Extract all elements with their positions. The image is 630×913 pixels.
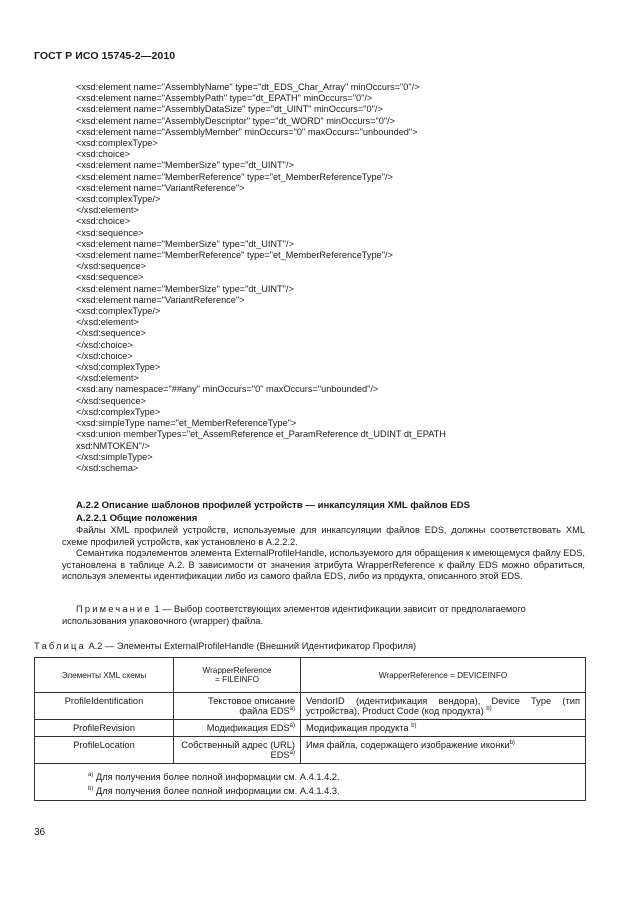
page-header: ГОСТ Р ИСО 15745-2—2010 — [34, 50, 176, 62]
code-line: <xsd:element name="MemberSize" type="dt_UINT"/> — [76, 238, 294, 249]
table-caption-text: А.2 — Элементы ExternalProfileHandle (Внешний Идентификатор Профиля) — [85, 641, 417, 651]
code-line: <xsd:sequence> — [76, 272, 144, 283]
table-row — [35, 693, 586, 720]
code-line: <xsd:element name="MemberReference" type="et_MemberReferenceType"/> — [76, 250, 393, 261]
footnote-b — [40, 783, 580, 797]
cell-fileinfo — [174, 693, 301, 720]
header-fileinfo — [174, 658, 301, 693]
code-line: </xsd:choice> — [76, 350, 133, 361]
footnote-b-text: Для получения более полной информации см. А.4.1.4.3. — [93, 786, 340, 797]
header-xml-elements: Элементы XML схемы — [35, 658, 174, 693]
footnote-mark: a) — [289, 723, 295, 730]
footnote-b-mark: b) — [88, 786, 94, 793]
cell-deviceinfo-text: Имя файла, содержащего изображение иконки — [306, 740, 510, 751]
code-line: <xsd:complexType> — [76, 138, 158, 149]
cell-element: ProfileIdentification — [35, 693, 174, 720]
code-line: xsd:NMTOKEN"/> — [76, 440, 150, 451]
page-number: 36 — [34, 827, 46, 838]
xml-schema-code — [76, 82, 596, 474]
note-text: 1 — Выбор соответствующих элементов идентификации зависит от предполагаемого использования упаковочного (wrapper) файла. — [62, 604, 526, 626]
footnote-a — [40, 769, 580, 783]
cell-deviceinfo-text: Модификация продукта — [306, 723, 409, 734]
code-line: </xsd:simpleType> — [76, 451, 153, 462]
code-line: <xsd:element name="VariantReference"> — [76, 294, 245, 305]
code-line: <xsd:union memberTypes="et_AssemReference et_ParamReference dt_UDINT dt_EPATH — [76, 429, 446, 440]
code-line: <xsd:element name="AssemblyMember" minOccurs="0" maxOccurs="unbounded"> — [76, 126, 418, 137]
footnote-mark: b) — [411, 723, 417, 730]
code-line: <xsd:element name="MemberSize" type="dt_UINT"/> — [76, 283, 294, 294]
code-line: <xsd:choice> — [76, 216, 131, 227]
code-line: <xsd:element name="AssemblyDescriptor" type="dt_WORD" minOccurs="0"/> — [76, 115, 396, 126]
table-a2 — [34, 657, 586, 801]
table-caption-label: Таблица — [34, 641, 86, 651]
paragraph-2: Семантика подэлементов элемента ExternalProfileHandle, используемого для обращения к имеющемуся файлу EDS, установлена в таблице А.2. В зависимости от значения атрибута WrapperReference к файлу EDS можно обратиться, используя элементы идентификации либо из самого файла EDS, либо из продукта, описанного этой EDS. — [62, 548, 585, 582]
footnote-a-text: Для получения более полной информации см. А.4.1.4.2. — [93, 772, 340, 783]
code-line: <xsd:element name="MemberReference" type="et_MemberReferenceType"/> — [76, 171, 393, 182]
cell-fileinfo-text: Текстовое описание файла EDS — [208, 696, 295, 717]
footnote-mark: a) — [289, 750, 295, 757]
code-line: <xsd:sequence> — [76, 227, 144, 238]
code-line: </xsd:sequence> — [76, 328, 146, 339]
code-line: <xsd:choice> — [76, 149, 131, 160]
header-fileinfo-line2: = FILEINFO — [215, 675, 259, 684]
header-deviceinfo: WrapperReference = DEVICEINFO — [301, 658, 586, 693]
code-line: <xsd:complexType/> — [76, 194, 161, 205]
table-row — [35, 737, 586, 764]
code-line: <xsd:element name="AssemblyName" type="dt_EDS_Char_Array" minOccurs="0"/> — [76, 82, 420, 92]
table-footnotes — [35, 764, 586, 801]
code-line: <xsd:element name="MemberSize" type="dt_UINT"/> — [76, 160, 294, 171]
code-line: </xsd:schema> — [76, 462, 139, 473]
subsection-heading: А.2.2.1 Общие положения — [76, 513, 198, 524]
cell-fileinfo — [174, 737, 301, 764]
code-line: </xsd:complexType> — [76, 362, 161, 373]
cell-deviceinfo — [301, 720, 586, 737]
footnote-mark: b) — [509, 740, 515, 747]
table-caption — [34, 641, 416, 651]
code-line: </xsd:complexType> — [76, 406, 161, 417]
cell-fileinfo — [174, 720, 301, 737]
cell-fileinfo-text: Модификация EDS — [206, 723, 290, 734]
code-line: <xsd:element name="AssemblyPath" type="dt_EPATH" minOccurs="0"/> — [76, 93, 373, 104]
cell-deviceinfo — [301, 693, 586, 720]
code-line: </xsd:element> — [76, 373, 139, 384]
section-heading: А.2.2 Описание шаблонов профилей устройств — инкапсуляция XML файлов EDS — [76, 500, 470, 511]
note-1 — [62, 604, 585, 627]
code-line: <xsd:simpleType name="et_MemberReferenceType"> — [76, 418, 297, 429]
code-line: </xsd:element> — [76, 317, 139, 328]
code-line: <xsd:element name="AssemblyDataSize" type="dt_UINT" minOccurs="0"/> — [76, 104, 383, 115]
cell-fileinfo-text: Собственный адрес (URL) EDS — [181, 740, 295, 761]
code-line: </xsd:sequence> — [76, 261, 146, 272]
footnote-a-mark: a) — [88, 772, 94, 779]
table-header-row — [35, 658, 586, 693]
cell-element: ProfileRevision — [35, 720, 174, 737]
cell-deviceinfo-text: VendorID (идентификация вендора), Device Type (тип устройства), Product Code (код продукта) — [306, 696, 580, 717]
paragraph-1: Файлы XML профилей устройств, используемые для инкапсуляции файлов EDS, должны соответствовать XML схеме профилей устройств, как установлено в А.2.2.2. — [62, 525, 585, 547]
table-row — [35, 720, 586, 737]
cell-deviceinfo — [301, 737, 586, 764]
note-label: Примечание — [76, 604, 152, 614]
header-fileinfo-line1: WrapperReference — [202, 666, 272, 675]
footnote-mark: b) — [486, 706, 492, 712]
code-line: <xsd:complexType/> — [76, 306, 161, 317]
code-line: <xsd:element name="VariantReference"> — [76, 182, 245, 193]
footnote-mark: a) — [289, 706, 295, 712]
table-footnotes-row — [35, 764, 586, 801]
code-line: <xsd:any namespace="##any" minOccurs="0" maxOccurs="unbounded"/> — [76, 384, 379, 395]
code-line: </xsd:element> — [76, 205, 139, 216]
code-line: </xsd:sequence> — [76, 395, 146, 406]
code-line: </xsd:choice> — [76, 339, 133, 350]
cell-element: ProfileLocation — [35, 737, 174, 764]
